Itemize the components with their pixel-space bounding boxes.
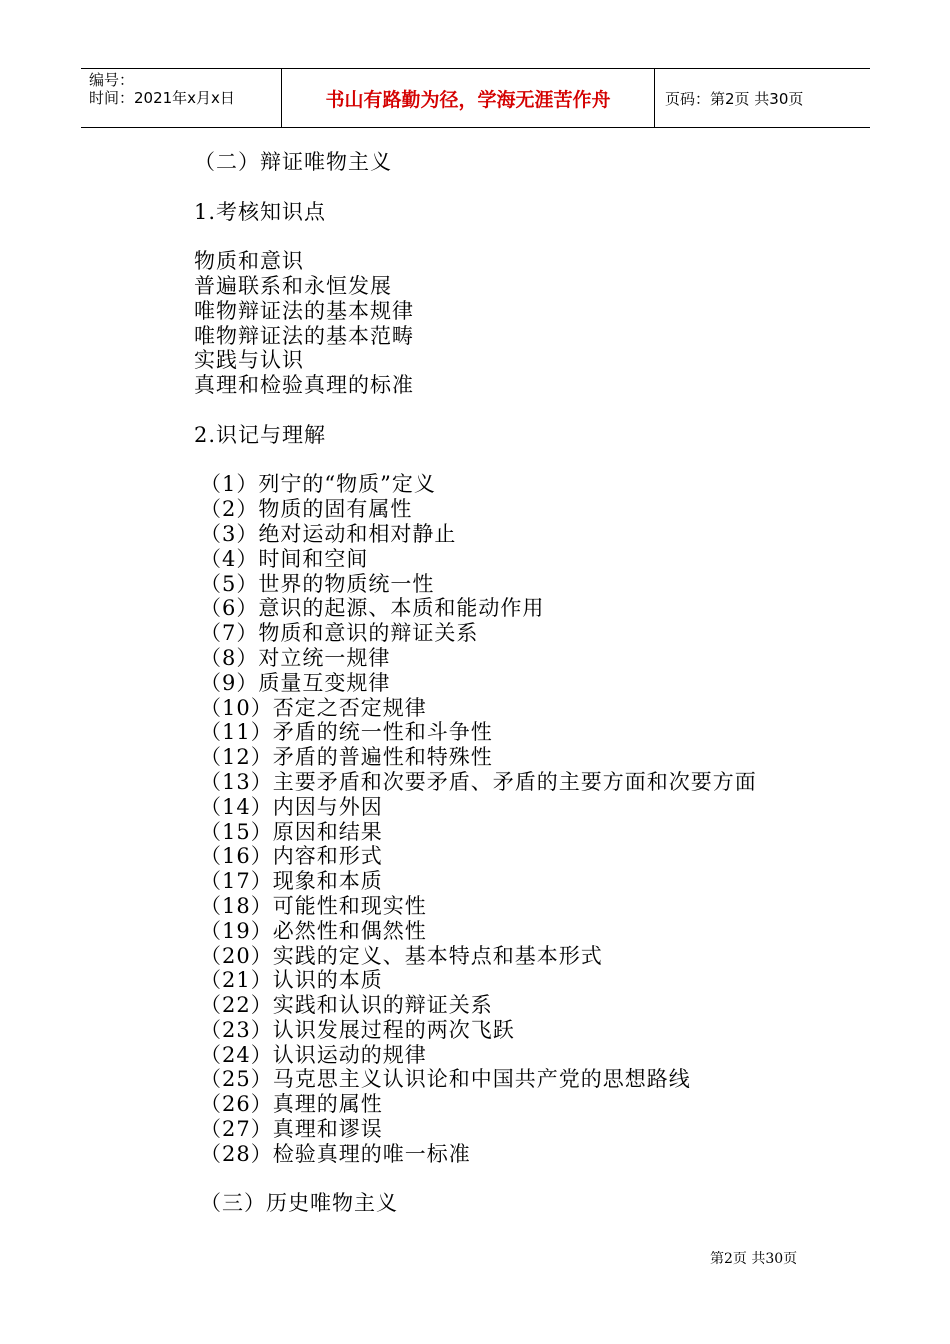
list-item: 物质和意识 <box>194 249 304 274</box>
serial-label: 编号： <box>89 71 135 89</box>
list-item: 唯物辩证法的基本范畴 <box>194 323 414 348</box>
list-item: （12）矛盾的普遍性和特殊性 <box>200 745 493 770</box>
list-item: （18）可能性和现实性 <box>200 893 427 918</box>
list-item: （22）实践和认识的辩证关系 <box>200 993 493 1018</box>
page-header <box>81 68 870 128</box>
section-title: （三）历史唯物主义 <box>200 1191 398 1216</box>
page-footer: 第2页 共30页 <box>710 1251 798 1267</box>
list-item: （24）认识运动的规律 <box>200 1042 427 1067</box>
header-motto: 书山有路勤为径，学海无涯苦作舟 <box>281 69 655 127</box>
list-item: （15）原因和结果 <box>200 819 383 844</box>
list-item: （6）意识的起源、本质和能动作用 <box>200 596 545 621</box>
time-label: 时间：2021年x月x日 <box>89 89 235 107</box>
list-item: （1）列宁的“物质”定义 <box>200 472 436 497</box>
list-item: （20）实践的定义、基本特点和基本形式 <box>200 943 603 968</box>
list-item: 真理和检验真理的标准 <box>194 373 414 398</box>
list-item: （17）现象和本质 <box>200 869 383 894</box>
list-item: （7）物质和意识的辩证关系 <box>200 621 479 646</box>
list-item: （16）内容和形式 <box>200 844 383 869</box>
list-item: （5）世界的物质统一性 <box>200 571 435 596</box>
list-item: （11）矛盾的统一性和斗争性 <box>200 720 493 745</box>
list-item: 唯物辩证法的基本规律 <box>194 298 414 323</box>
list-item: （10）否定之否定规律 <box>200 695 427 720</box>
header-meta <box>81 69 281 127</box>
list-item: （2）物质的固有属性 <box>200 497 413 522</box>
list-item: （13）主要矛盾和次要矛盾、矛盾的主要方面和次要方面 <box>200 769 757 794</box>
list-item: （3）绝对运动和相对静止 <box>200 521 457 546</box>
list-item: （9）质量互变规律 <box>200 670 391 695</box>
list-item: 实践与认识 <box>194 348 304 373</box>
list-item: （25）马克思主义认识论和中国共产党的思想路线 <box>200 1067 691 1092</box>
list-item: 普遍联系和永恒发展 <box>194 273 392 298</box>
header-page-info: 页码：第2页 共30页 <box>665 89 804 108</box>
list-item: （21）认识的本质 <box>200 968 383 993</box>
list-item: （28）检验真理的唯一标准 <box>200 1141 471 1166</box>
list-item: （8）对立统一规律 <box>200 645 391 670</box>
list-item: （23）认识发展过程的两次飞跃 <box>200 1017 515 1042</box>
section-title: （二）辩证唯物主义 <box>194 150 392 174</box>
subsection-title: 1.考核知识点 <box>194 199 327 224</box>
list-item: （4）时间和空间 <box>200 546 369 571</box>
list-item: （26）真理的属性 <box>200 1092 383 1117</box>
memorize-item-list <box>200 472 814 1166</box>
subsection-title: 2.识记与理解 <box>194 422 327 447</box>
list-item: （27）真理和谬误 <box>200 1117 383 1142</box>
list-item: （14）内因与外因 <box>200 794 383 819</box>
knowledge-point-list <box>194 249 814 398</box>
list-item: （19）必然性和偶然性 <box>200 918 427 943</box>
document-body <box>194 150 814 1216</box>
